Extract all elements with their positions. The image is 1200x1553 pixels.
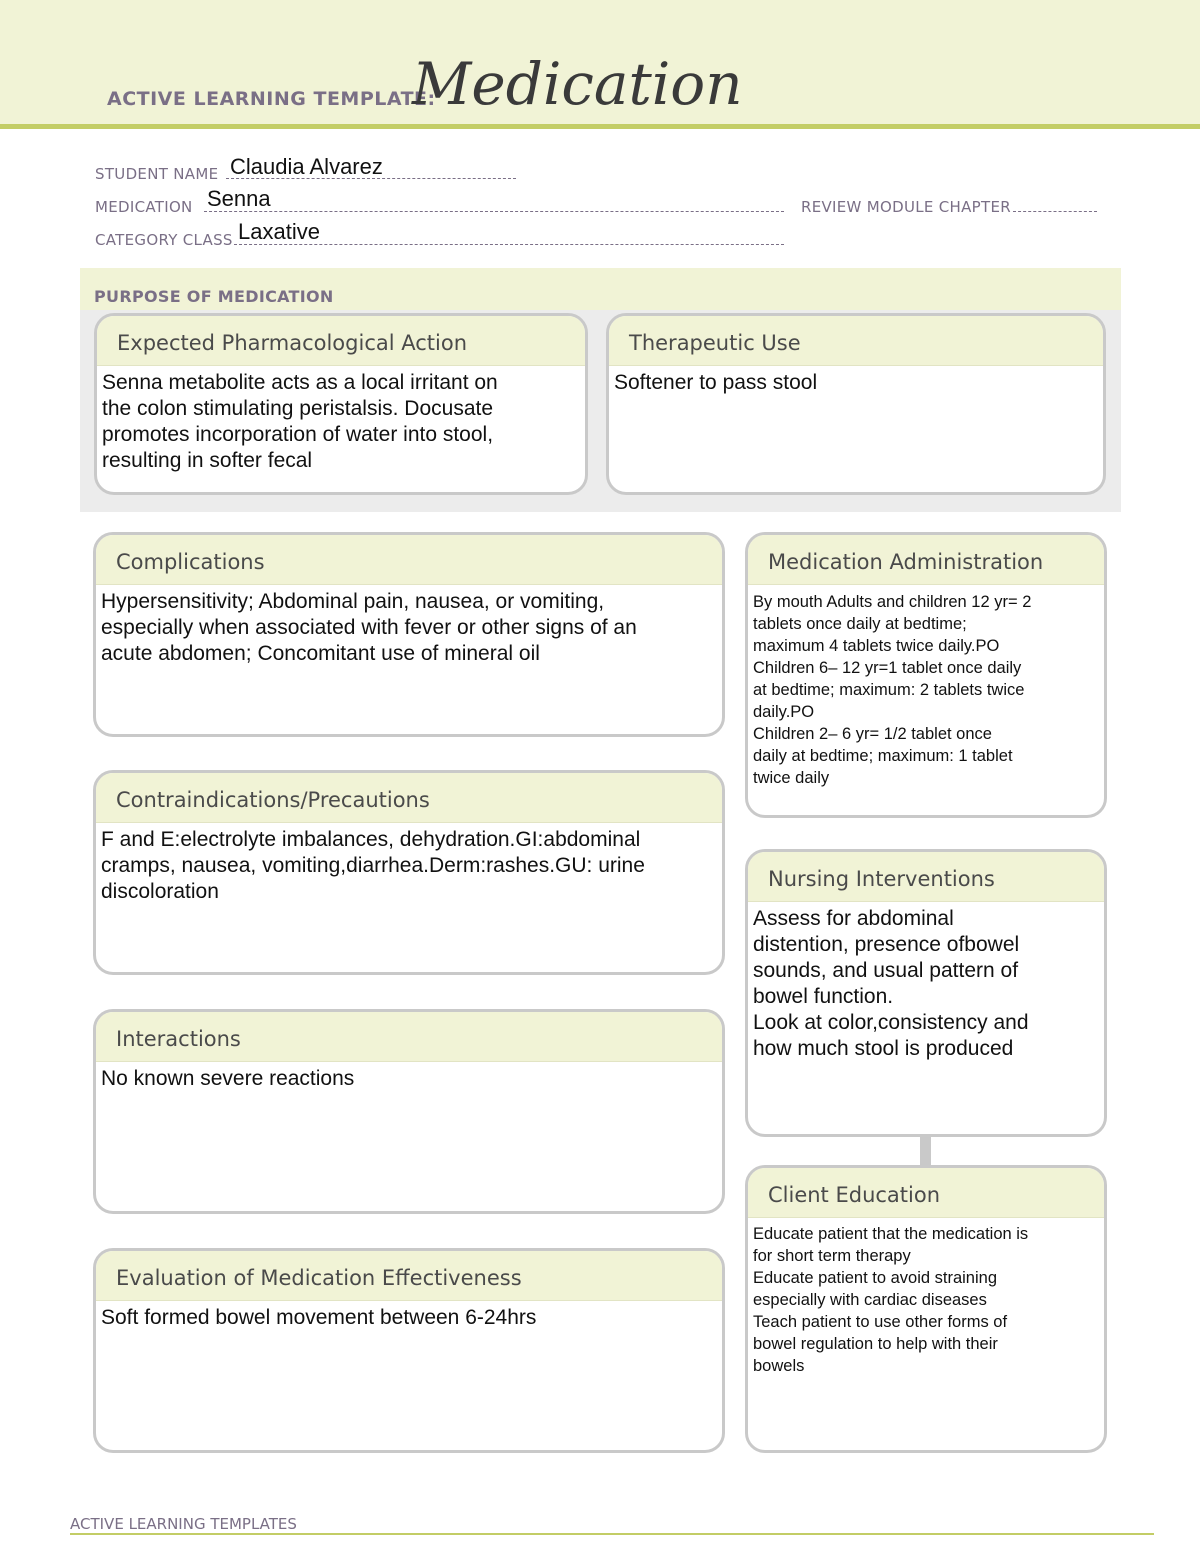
- template-label: ACTIVE LEARNING TEMPLATE:: [107, 88, 436, 110]
- medication-administration-text[interactable]: By mouth Adults and children 12 yr= 2 tablets once daily at bedtime; maximum 4 tablets twice daily.PO Children 6– 12 yr=1 tablet once daily at bedtime; maximum: 2 tablets twice daily.PO Children 2– 6 yr= 1/2 tablet once daily at bedtime; maximum: 1 tablet twice daily: [753, 593, 1032, 787]
- expected-action-text[interactable]: Senna metabolite acts as a local irritant on the colon stimulating peristalsis. Docusate promotes incorporation of water into stool, resulting in softer fecal: [102, 371, 498, 472]
- footer-label: ACTIVE LEARNING TEMPLATES: [70, 1515, 297, 1533]
- client-education-box: [745, 1165, 1107, 1453]
- category-class-label: CATEGORY CLASS: [95, 231, 233, 249]
- medication-field[interactable]: Senna: [207, 186, 271, 211]
- student-name-label: STUDENT NAME: [95, 165, 219, 183]
- evaluation-box: [93, 1248, 725, 1453]
- expected-action-box: [94, 313, 588, 495]
- medication-line: [204, 211, 784, 212]
- contraindications-text[interactable]: F and E:electrolyte imbalances, dehydration.GI:abdominal cramps, nausea, vomiting,diarrhea.Derm:rashes.GU: urine discoloration: [101, 828, 645, 903]
- review-module-field[interactable]: [1013, 211, 1097, 212]
- review-module-label: REVIEW MODULE CHAPTER: [801, 198, 1011, 216]
- complications-title: Complications: [96, 535, 722, 585]
- therapeutic-use-text[interactable]: Softener to pass stool: [614, 371, 818, 394]
- therapeutic-use-box: [606, 313, 1106, 495]
- purpose-label: PURPOSE OF MEDICATION: [94, 287, 334, 306]
- nursing-interventions-text[interactable]: Assess for abdominal distention, presence ofbowel sounds, and usual pattern of bowel function. Look at color,consistency and how much stool is produced: [753, 907, 1029, 1060]
- evaluation-text[interactable]: Soft formed bowel movement between 6-24hrs: [101, 1306, 537, 1329]
- category-class-field[interactable]: Laxative: [238, 219, 320, 244]
- therapeutic-use-title: Therapeutic Use: [609, 316, 1103, 366]
- medication-administration-box: [745, 532, 1107, 818]
- interactions-box: [93, 1009, 725, 1214]
- medication-administration-title: Medication Administration: [748, 535, 1104, 585]
- interactions-text[interactable]: No known severe reactions: [101, 1067, 355, 1090]
- evaluation-title: Evaluation of Medication Effectiveness: [96, 1251, 722, 1301]
- complications-text[interactable]: Hypersensitivity; Abdominal pain, nausea, or vomiting, especially when associated with fever or other signs of an acute abdomen; Concomitant use of mineral oil: [101, 590, 637, 665]
- student-name-field[interactable]: Claudia Alvarez: [230, 154, 383, 179]
- expected-action-title: Expected Pharmacological Action: [97, 316, 585, 366]
- page-title: Medication: [412, 50, 743, 118]
- complications-box: [93, 532, 725, 737]
- medication-label: MEDICATION: [95, 198, 193, 216]
- contraindications-box: [93, 770, 725, 975]
- interactions-title: Interactions: [96, 1012, 722, 1062]
- client-education-text[interactable]: Educate patient that the medication is for short term therapy Educate patient to avoid straining especially with cardiac diseases Teach patient to use other forms of bowel regulation to help with their bowels: [753, 1225, 1029, 1375]
- nursing-interventions-title: Nursing Interventions: [748, 852, 1104, 902]
- footer-divider: [70, 1533, 1154, 1535]
- connector-bar: [920, 1135, 931, 1167]
- nursing-interventions-box: [745, 849, 1107, 1137]
- contraindications-title: Contraindications/Precautions: [96, 773, 722, 823]
- client-education-title: Client Education: [748, 1168, 1104, 1218]
